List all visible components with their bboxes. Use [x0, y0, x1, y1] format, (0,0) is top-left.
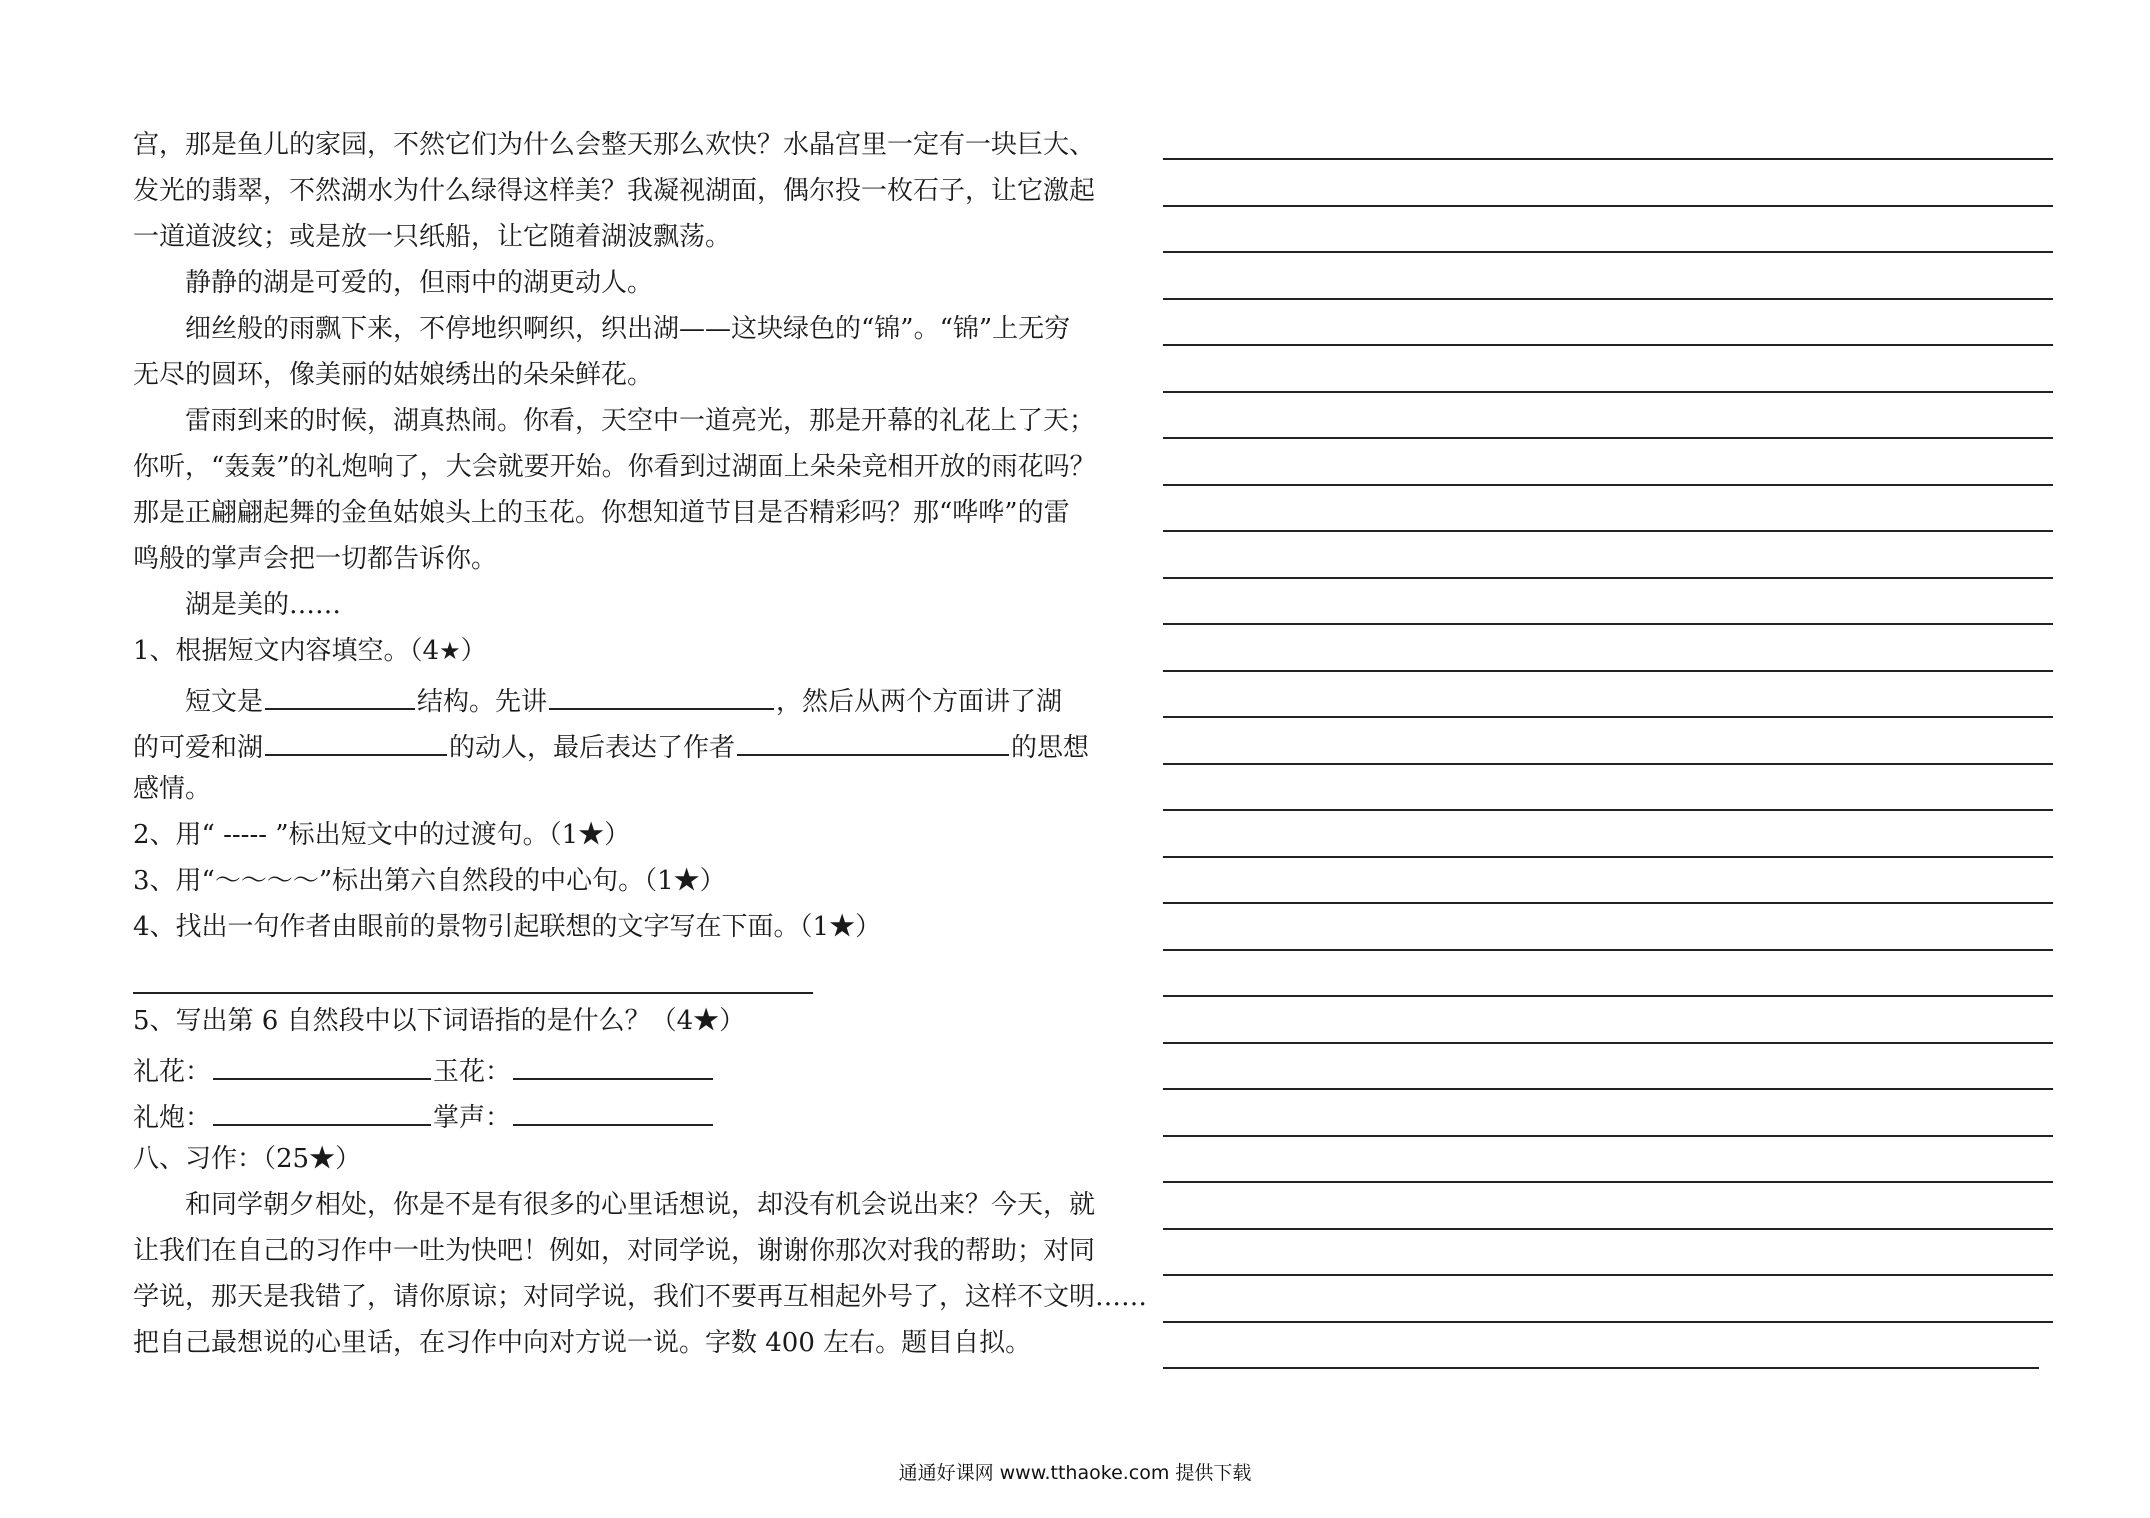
q1-text: 的可爱和湖	[133, 733, 264, 763]
question-1-line-3: 感情。	[133, 774, 212, 804]
writing-line[interactable]	[1163, 1321, 2053, 1323]
question-5-row-2	[133, 1098, 715, 1133]
star-icon: ★	[439, 637, 461, 665]
passage-line: 发光的翡翠，不然湖水为什么绿得这样美？我凝视湖面，偶尔投一枚石子，让它激起	[133, 176, 1096, 206]
q1-blank-first[interactable]	[549, 682, 774, 710]
composition-line: 把自己最想说的心里话，在习作中向对方说一说。字数 400 左右。题目自拟。	[133, 1328, 1032, 1358]
writing-line[interactable]	[1163, 484, 2053, 486]
footer-source: 通通好课网 www.tthaoke.com 提供下载	[898, 1462, 1252, 1484]
passage-line: 湖是美的……	[185, 590, 342, 620]
q1-blank-lake[interactable]	[265, 728, 447, 756]
q1-title-text: 1、根据短文内容填空。（4	[133, 636, 440, 666]
question-3: 3、用“～～～～”标出第六自然段的中心句。（1★）	[133, 866, 726, 896]
writing-line[interactable]	[1163, 623, 2053, 625]
q1-text: 结构。先讲	[417, 687, 548, 717]
passage-line: 鸣般的掌声会把一切都告诉你。	[133, 544, 498, 574]
writing-line[interactable]	[1163, 577, 2053, 579]
writing-line[interactable]	[1163, 856, 2053, 858]
q5-label: 掌声：	[433, 1103, 512, 1133]
composition-line: 学说，那天是我错了，请你原谅；对同学说，我们不要再互相起外号了，这样不文明……	[133, 1282, 1148, 1312]
writing-line[interactable]	[1163, 530, 2053, 532]
q1-title-close: ）	[460, 636, 487, 666]
q5-label: 玉花：	[433, 1057, 512, 1087]
writing-line[interactable]	[1163, 763, 2053, 765]
writing-line[interactable]	[1163, 949, 2053, 951]
writing-line[interactable]	[1163, 1135, 2053, 1137]
passage-line: 雷雨到来的时候，湖真热闹。你看，天空中一道亮光，那是开幕的礼花上了天；	[185, 406, 1096, 436]
writing-area[interactable]	[1163, 0, 2053, 1400]
passage-line: 你听，“轰轰”的礼炮响了，大会就要开始。你看到过湖面上朵朵竞相开放的雨花吗？	[133, 452, 1096, 482]
writing-line[interactable]	[1163, 1042, 2053, 1044]
composition-title: 八、习作：（25★）	[133, 1144, 362, 1174]
question-4: 4、找出一句作者由眼前的景物引起联想的文字写在下面。（1★）	[133, 912, 882, 942]
question-1-line-2	[133, 728, 1089, 763]
q5-blank-lipao[interactable]	[213, 1098, 431, 1126]
writing-line[interactable]	[1163, 716, 2053, 718]
writing-line[interactable]	[1163, 437, 2053, 439]
q1-text: 的动人，最后表达了作者	[449, 733, 736, 763]
q5-label: 礼炮：	[133, 1103, 212, 1133]
writing-line[interactable]	[1163, 809, 2053, 811]
question-2: 2、用“ ----- ”标出短文中的过渡句。（1★）	[133, 820, 631, 850]
passage-line: 细丝般的雨飘下来，不停地织啊织，织出湖——这块绿色的“锦”。“锦”上无穷	[185, 314, 1071, 344]
writing-line[interactable]	[1163, 1088, 2053, 1090]
question-1-line-1	[133, 682, 1062, 717]
q1-blank-structure[interactable]	[265, 682, 415, 710]
writing-line[interactable]	[1163, 902, 2053, 904]
question-1-title	[133, 636, 487, 666]
q1-text: 的思想	[1011, 733, 1090, 763]
writing-line[interactable]	[1163, 1181, 2053, 1183]
q5-label: 礼花：	[133, 1057, 212, 1087]
writing-line[interactable]	[1163, 391, 2053, 393]
q1-blank-feeling[interactable]	[737, 728, 1009, 756]
passage-line: 一道道波纹；或是放一只纸船，让它随着湖波飘荡。	[133, 222, 732, 252]
composition-line: 让我们在自己的习作中一吐为快吧！例如，对同学说，谢谢你那次对我的帮助；对同	[133, 1236, 1096, 1266]
q5-blank-lihua[interactable]	[213, 1052, 431, 1080]
q4-answer-line[interactable]	[133, 992, 813, 994]
question-5-row-1	[133, 1052, 715, 1087]
writing-line[interactable]	[1163, 995, 2053, 997]
question-5: 5、写出第 6 自然段中以下词语指的是什么？（4★）	[133, 1006, 746, 1036]
writing-line[interactable]	[1163, 251, 2053, 253]
q5-blank-zhangsheng[interactable]	[513, 1098, 713, 1126]
q1-text: ，然后从两个方面讲了湖	[776, 687, 1063, 717]
writing-line[interactable]	[1163, 1367, 2039, 1369]
passage-line: 无尽的圆环，像美丽的姑娘绣出的朵朵鲜花。	[133, 360, 654, 390]
writing-line[interactable]	[1163, 158, 2053, 160]
passage-line: 那是正翩翩起舞的金鱼姑娘头上的玉花。你想知道节目是否精彩吗？那“哗哗”的雷	[133, 498, 1070, 528]
q5-blank-yuhua[interactable]	[513, 1052, 713, 1080]
writing-line[interactable]	[1163, 1274, 2053, 1276]
writing-line[interactable]	[1163, 1228, 2053, 1230]
q1-text: 短文是	[185, 687, 264, 717]
passage-line: 静静的湖是可爱的，但雨中的湖更动人。	[185, 268, 654, 298]
writing-line[interactable]	[1163, 298, 2053, 300]
writing-line[interactable]	[1163, 344, 2053, 346]
writing-line[interactable]	[1163, 205, 2053, 207]
passage-line: 宫，那是鱼儿的家园，不然它们为什么会整天那么欢快？水晶宫里一定有一块巨大、	[133, 130, 1096, 160]
composition-line: 和同学朝夕相处，你是不是有很多的心里话想说，却没有机会说出来？今天，就	[185, 1190, 1096, 1220]
writing-line[interactable]	[1163, 670, 2053, 672]
